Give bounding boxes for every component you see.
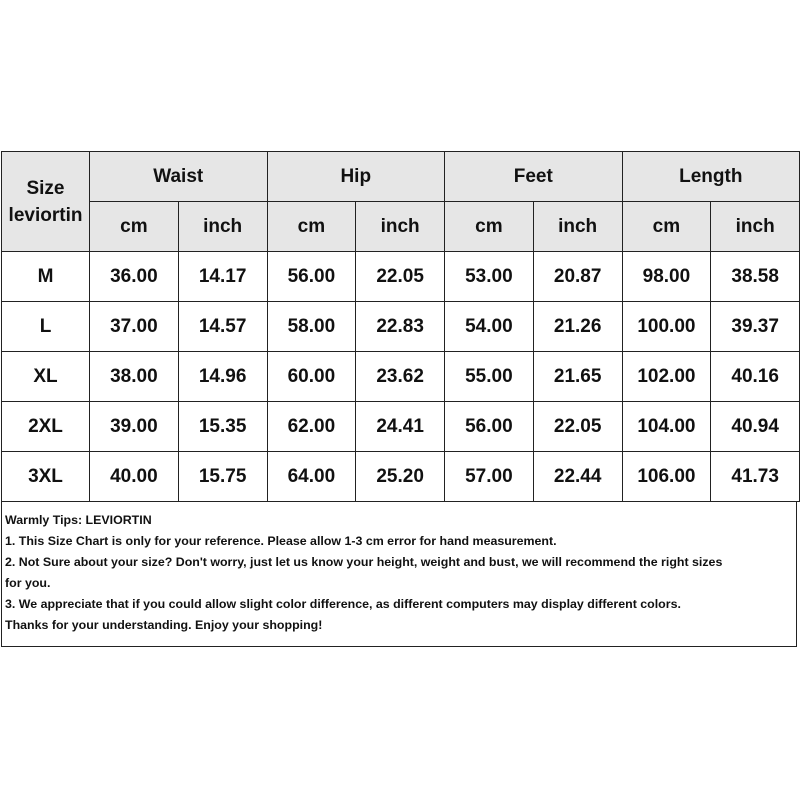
value-cell: 100.00 xyxy=(622,302,711,352)
value-cell: 39.00 xyxy=(90,402,179,452)
size-cell: 3XL xyxy=(2,452,90,502)
table-row xyxy=(2,402,800,452)
value-cell: 56.00 xyxy=(267,252,356,302)
value-cell: 39.37 xyxy=(711,302,800,352)
header-row-groups xyxy=(2,152,800,202)
value-cell: 60.00 xyxy=(267,352,356,402)
value-cell: 57.00 xyxy=(445,452,534,502)
value-cell: 21.26 xyxy=(533,302,622,352)
unit-header-cm: cm xyxy=(267,202,356,252)
value-cell: 56.00 xyxy=(445,402,534,452)
value-cell: 104.00 xyxy=(622,402,711,452)
value-cell: 14.17 xyxy=(178,252,267,302)
tips-line-2: 2. Not Sure about your size? Don't worry, just let us know your height, weight and bust, we will recommend the right sizes xyxy=(5,555,723,569)
table-row xyxy=(2,352,800,402)
brand-header-label: leviortin xyxy=(8,204,83,226)
tips-box xyxy=(1,502,797,647)
unit-header-inch: inch xyxy=(711,202,800,252)
size-cell: L xyxy=(2,302,90,352)
size-cell: XL xyxy=(2,352,90,402)
tips-line-2-cont: for you. xyxy=(5,576,51,590)
value-cell: 62.00 xyxy=(267,402,356,452)
waist-header: Waist xyxy=(90,152,268,202)
value-cell: 58.00 xyxy=(267,302,356,352)
value-cell: 102.00 xyxy=(622,352,711,402)
length-header: Length xyxy=(622,152,800,202)
unit-header-cm: cm xyxy=(622,202,711,252)
value-cell: 53.00 xyxy=(445,252,534,302)
value-cell: 25.20 xyxy=(356,452,445,502)
value-cell: 22.05 xyxy=(533,402,622,452)
value-cell: 40.00 xyxy=(90,452,179,502)
value-cell: 98.00 xyxy=(622,252,711,302)
value-cell: 38.58 xyxy=(711,252,800,302)
value-cell: 54.00 xyxy=(445,302,534,352)
hip-header: Hip xyxy=(267,152,445,202)
value-cell: 64.00 xyxy=(267,452,356,502)
size-cell: M xyxy=(2,252,90,302)
size-header-label: Size xyxy=(26,177,65,199)
size-header-cell xyxy=(2,152,90,252)
table-row xyxy=(2,252,800,302)
value-cell: 15.35 xyxy=(178,402,267,452)
value-cell: 24.41 xyxy=(356,402,445,452)
value-cell: 55.00 xyxy=(445,352,534,402)
unit-header-inch: inch xyxy=(533,202,622,252)
value-cell: 14.57 xyxy=(178,302,267,352)
value-cell: 37.00 xyxy=(90,302,179,352)
value-cell: 40.94 xyxy=(711,402,800,452)
tips-title: Warmly Tips: LEVIORTIN xyxy=(5,513,152,527)
value-cell: 14.96 xyxy=(178,352,267,402)
unit-header-inch: inch xyxy=(178,202,267,252)
feet-header: Feet xyxy=(445,152,623,202)
value-cell: 106.00 xyxy=(622,452,711,502)
size-table xyxy=(1,151,800,502)
unit-header-inch: inch xyxy=(356,202,445,252)
value-cell: 22.05 xyxy=(356,252,445,302)
tips-line-3: 3. We appreciate that if you could allow slight color difference, as different computers may display different colors. xyxy=(5,597,681,611)
value-cell: 22.83 xyxy=(356,302,445,352)
size-chart xyxy=(1,151,799,647)
value-cell: 40.16 xyxy=(711,352,800,402)
tips-line-4: Thanks for your understanding. Enjoy your shopping! xyxy=(5,618,323,632)
value-cell: 38.00 xyxy=(90,352,179,402)
table-row xyxy=(2,302,800,352)
unit-header-cm: cm xyxy=(90,202,179,252)
value-cell: 23.62 xyxy=(356,352,445,402)
value-cell: 15.75 xyxy=(178,452,267,502)
unit-header-cm: cm xyxy=(445,202,534,252)
value-cell: 20.87 xyxy=(533,252,622,302)
value-cell: 22.44 xyxy=(533,452,622,502)
table-row xyxy=(2,452,800,502)
header-row-units xyxy=(2,202,800,252)
size-cell: 2XL xyxy=(2,402,90,452)
value-cell: 21.65 xyxy=(533,352,622,402)
value-cell: 41.73 xyxy=(711,452,800,502)
tips-line-1: 1. This Size Chart is only for your reference. Please allow 1-3 cm error for hand measurement. xyxy=(5,534,557,548)
value-cell: 36.00 xyxy=(90,252,179,302)
